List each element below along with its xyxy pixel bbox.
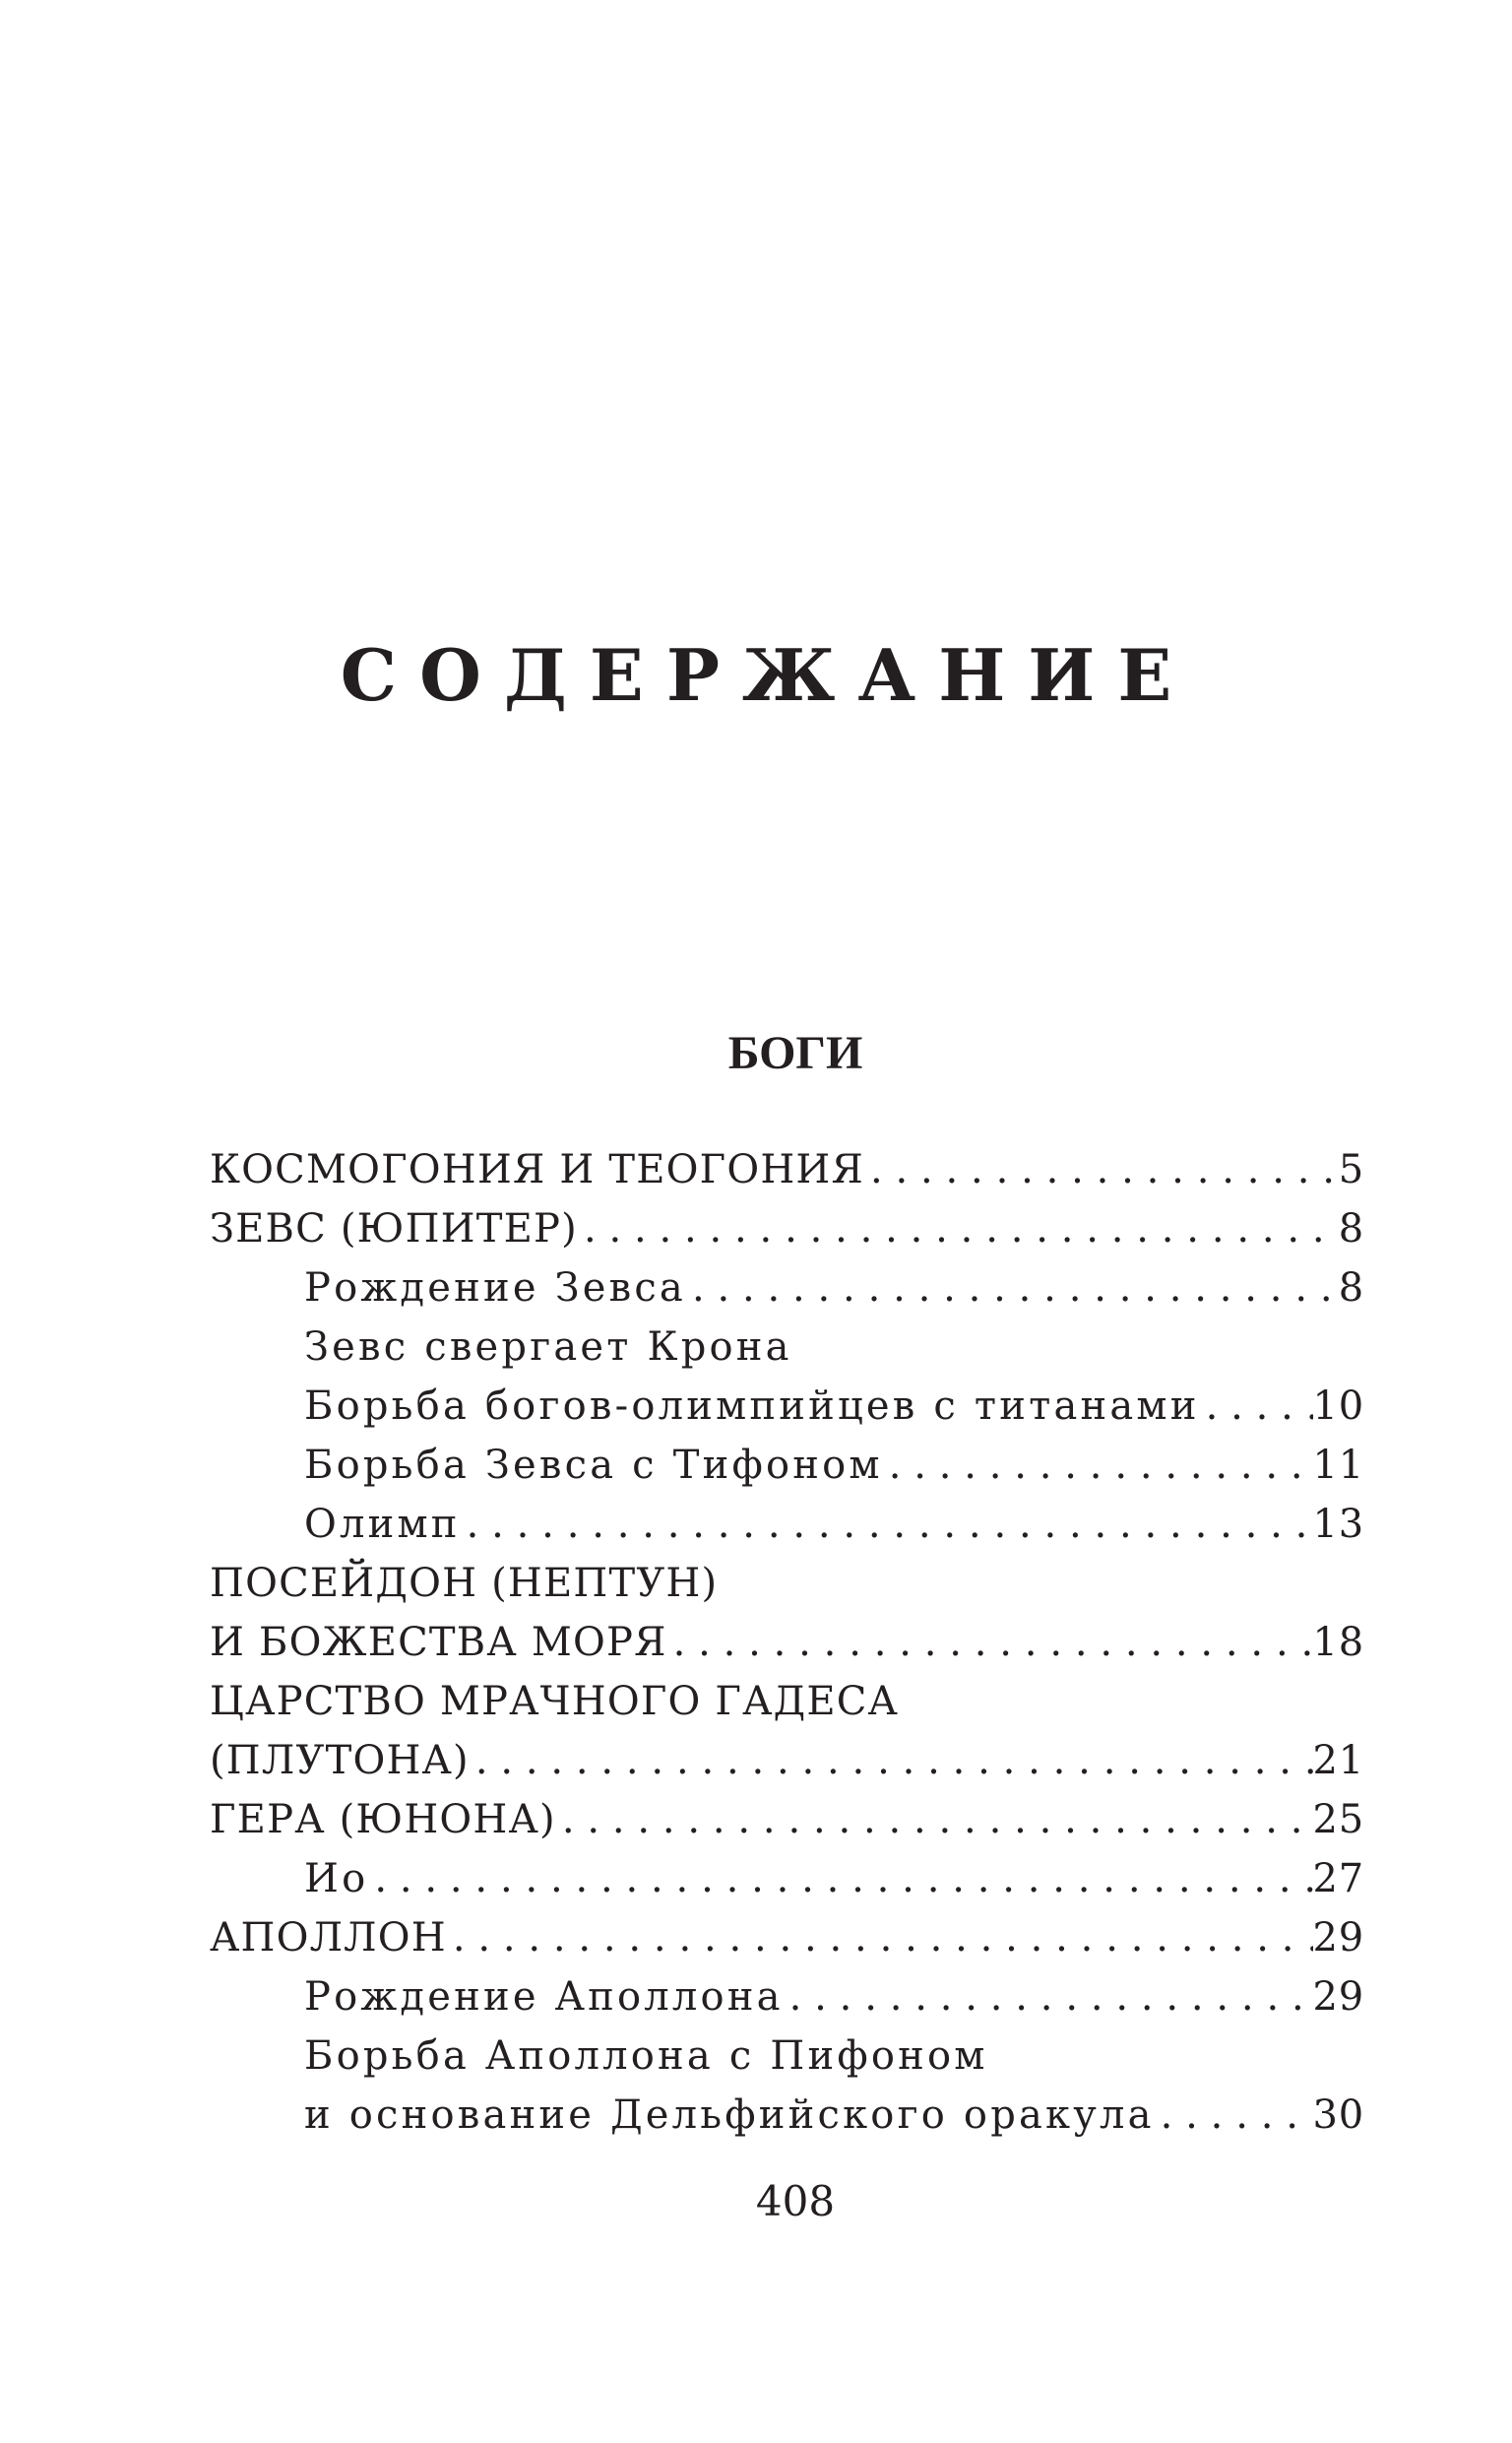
toc-entry-title: Рождение Аполлона <box>304 1974 784 2020</box>
toc-entry-page: 13 <box>1312 1502 1364 1547</box>
toc-leader-dots <box>578 1199 1339 1258</box>
toc-leader-dots <box>470 1731 1313 1790</box>
page-number: 408 <box>755 2177 836 2225</box>
toc-entry <box>210 1967 1364 2026</box>
toc-entry <box>210 1258 1364 1318</box>
toc-leader-dots <box>368 1849 1312 1908</box>
toc-entry-page: 18 <box>1312 1620 1364 1665</box>
toc-entry-title: АПОЛЛОН <box>210 1915 447 1961</box>
toc-entry-title: Борьба Аполлона с Пифоном <box>304 2033 988 2079</box>
toc-entry <box>210 1613 1364 1672</box>
toc-entry <box>210 1199 1364 1258</box>
toc-leader-dots <box>556 1790 1313 1849</box>
toc-entry-title: Зевс свергает Крона <box>304 1324 792 1370</box>
table-of-contents <box>210 1140 1364 2145</box>
toc-entry-title: (ПЛУТОНА) <box>210 1738 470 1783</box>
toc-entry <box>210 1908 1364 1967</box>
toc-entry-page: 5 <box>1338 1147 1364 1192</box>
page-title: СОДЕРЖАНИЕ <box>340 633 1195 717</box>
toc-entry-page: 8 <box>1338 1206 1364 1252</box>
toc-entry-title: Рождение Зевса <box>304 1265 686 1311</box>
toc-leader-dots <box>1155 2086 1313 2145</box>
toc-entry-page: 11 <box>1312 1443 1364 1488</box>
toc-entry-page: 29 <box>1312 1974 1364 2020</box>
toc-entry <box>210 1318 1364 1377</box>
toc-entry-title: И БОЖЕСТВА МОРЯ <box>210 1620 667 1665</box>
toc-entry-title: ЦАРСТВО МРАЧНОГО ГАДЕСА <box>210 1679 900 1724</box>
toc-entry-title: ПОСЕЙДОН (НЕПТУН) <box>210 1561 719 1606</box>
toc-leader-dots <box>447 1908 1313 1967</box>
toc-entry-title: ГЕРА (ЮНОНА) <box>210 1797 556 1842</box>
toc-entry-page: 21 <box>1312 1738 1364 1783</box>
toc-leader-dots <box>883 1436 1313 1495</box>
toc-leader-dots <box>686 1258 1339 1318</box>
toc-leader-dots <box>864 1140 1339 1199</box>
toc-entry <box>210 1436 1364 1495</box>
toc-entry-title: Борьба Зевса с Тифоном <box>304 1443 883 1488</box>
toc-leader-dots <box>461 1495 1313 1554</box>
toc-entry-title: КОСМОГОНИЯ И ТЕОГОНИЯ <box>210 1147 864 1192</box>
toc-entry-page: 27 <box>1312 1856 1364 1901</box>
toc-entry-page: 10 <box>1312 1383 1364 1429</box>
toc-entry-title: и основание Дельфийского оракула <box>304 2092 1155 2138</box>
toc-entry <box>210 1140 1364 1199</box>
toc-entry <box>210 1731 1364 1790</box>
toc-entry <box>210 1495 1364 1554</box>
toc-entry-page: 25 <box>1312 1797 1364 1842</box>
toc-entry-page: 29 <box>1312 1915 1364 1961</box>
toc-entry-title: ЗЕВС (ЮПИТЕР) <box>210 1206 578 1252</box>
toc-entry <box>210 1790 1364 1849</box>
toc-entry-title: Ио <box>304 1856 369 1901</box>
section-title: БОГИ <box>727 1027 863 1079</box>
toc-leader-dots <box>784 1967 1313 2026</box>
toc-entry <box>210 1377 1364 1436</box>
toc-entry-page: 30 <box>1312 2092 1364 2138</box>
toc-leader-dots <box>667 1613 1313 1672</box>
toc-entry-title: Олимп <box>304 1502 461 1547</box>
toc-entry <box>210 1554 1364 1613</box>
toc-entry <box>210 2026 1364 2086</box>
toc-entry-page: 8 <box>1338 1265 1364 1311</box>
toc-entry-title: Борьба богов-олимпийцев с титанами <box>304 1383 1200 1429</box>
toc-entry <box>210 1672 1364 1731</box>
toc-entry <box>210 1849 1364 1908</box>
toc-entry <box>210 2086 1364 2145</box>
toc-leader-dots <box>1200 1377 1313 1436</box>
